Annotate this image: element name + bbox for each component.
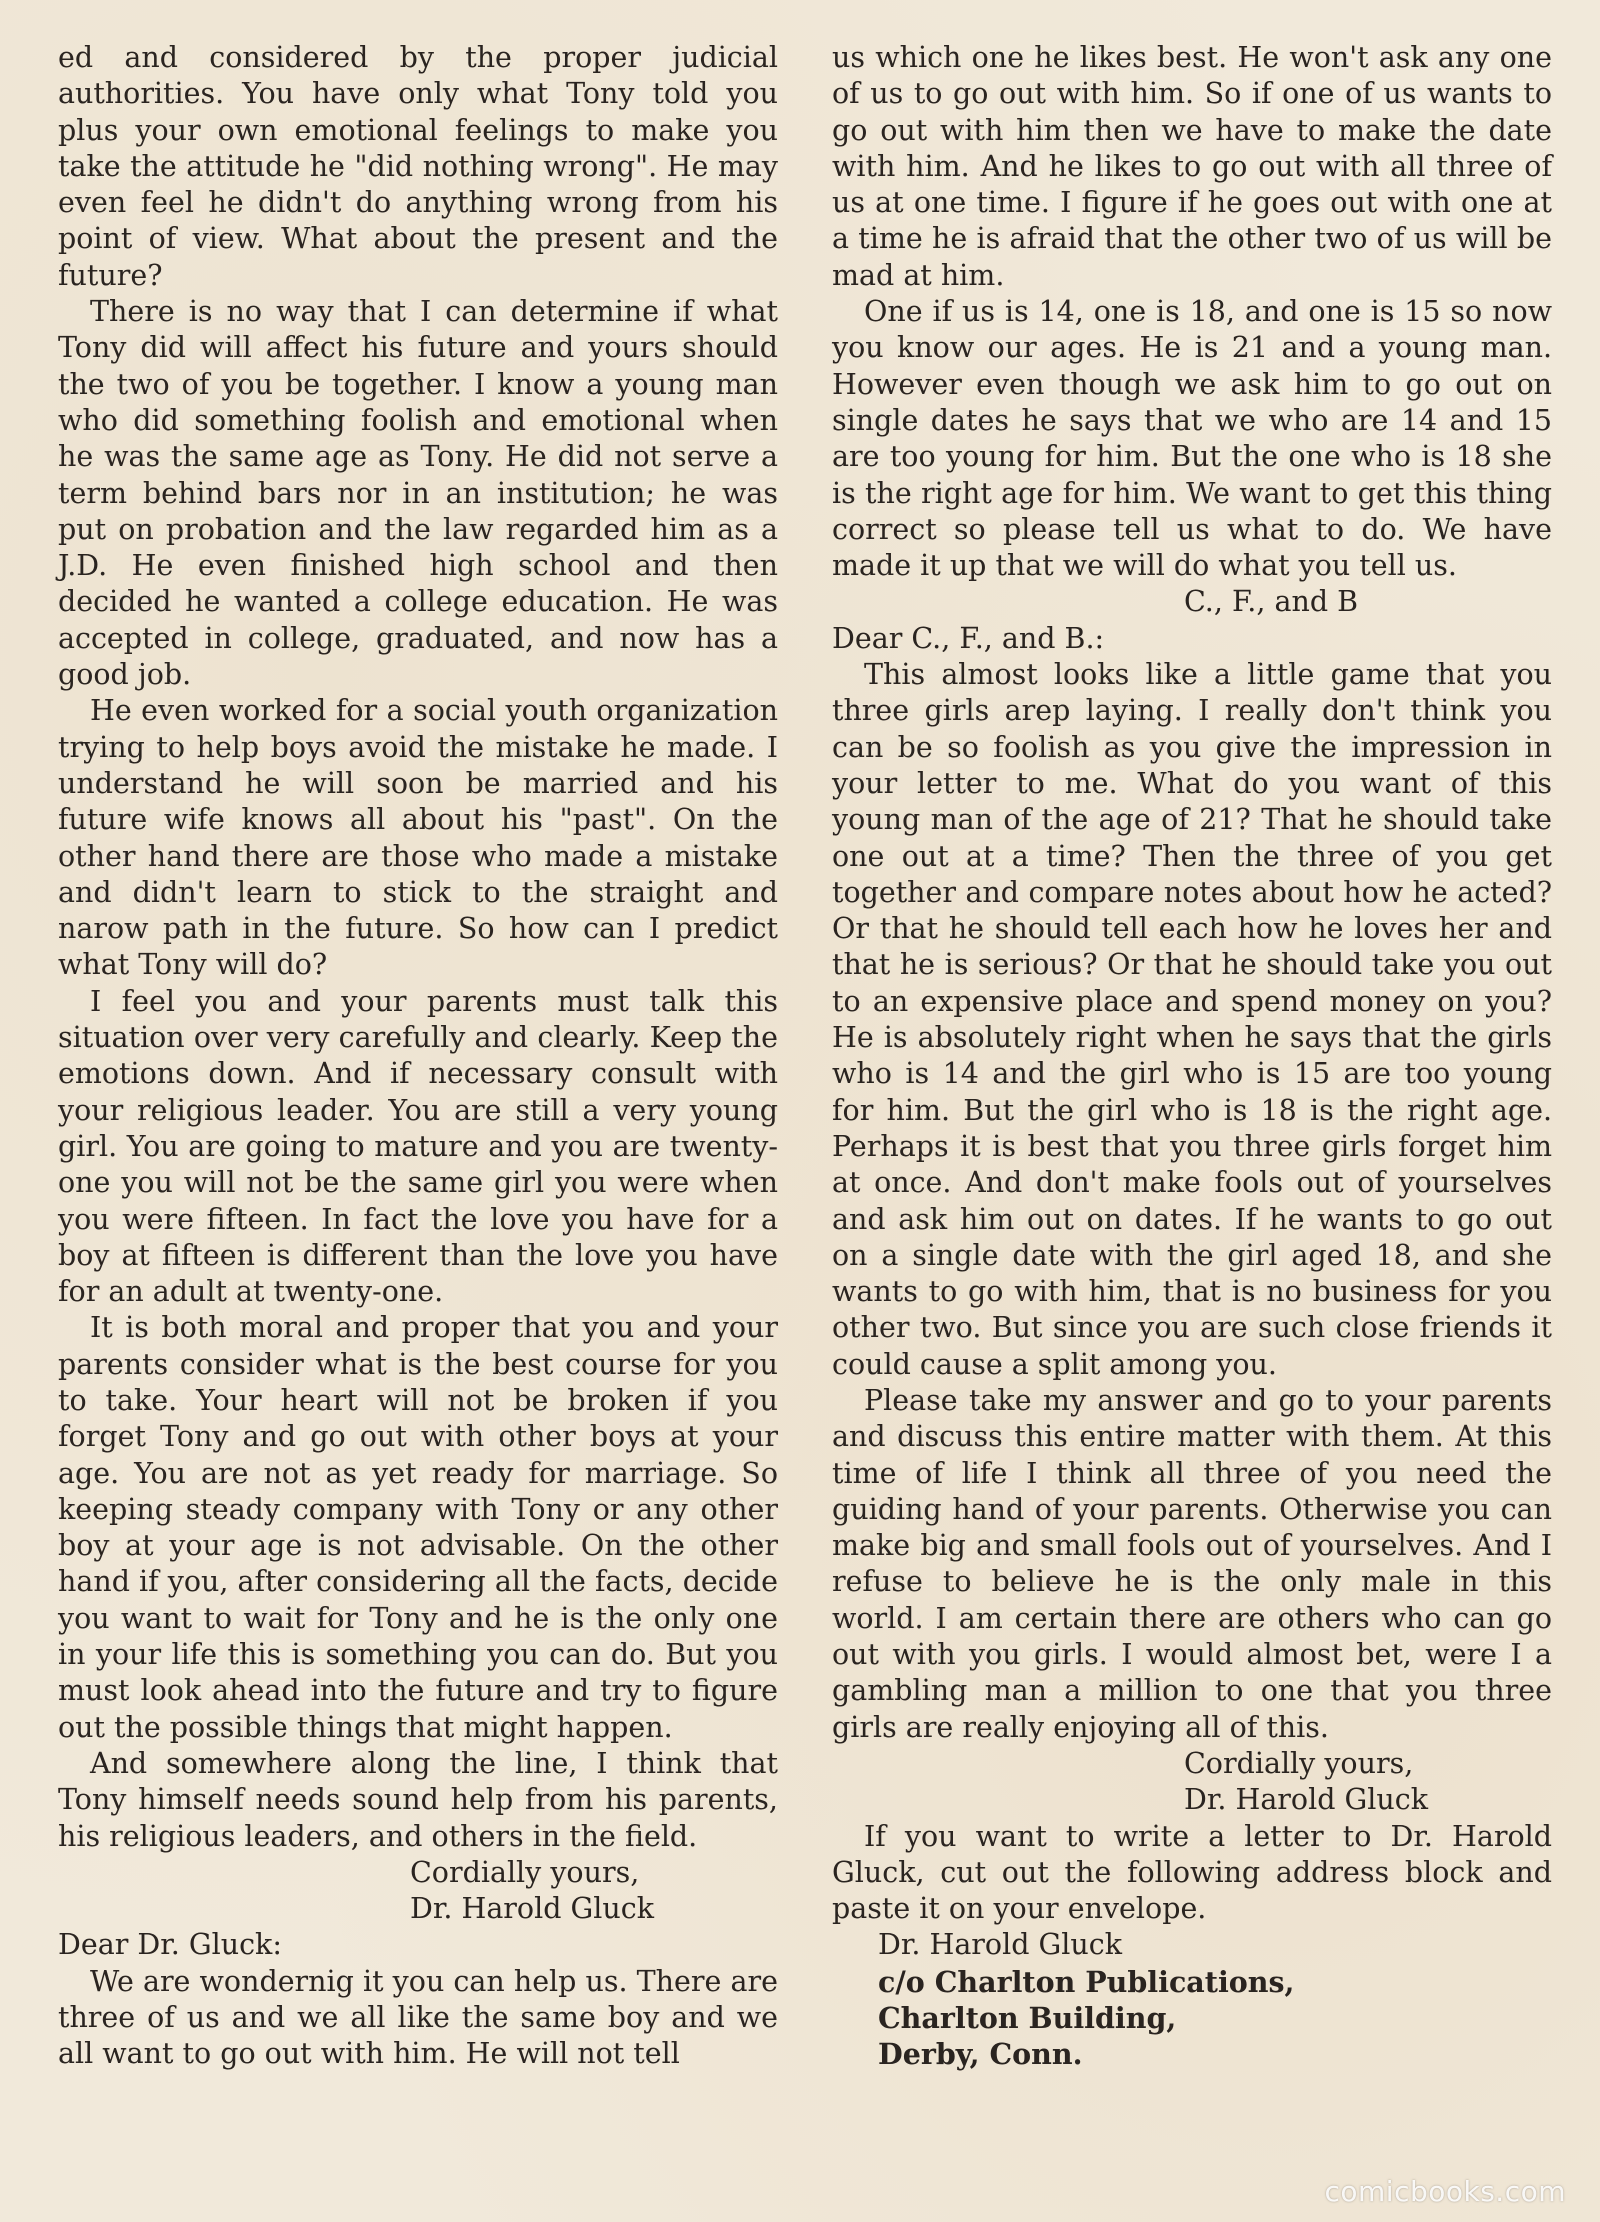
letter-paragraph: We are wondernig it you can help us. There are three of us and we all like the same boy and we all want to go out with him. He will not tell [58, 1964, 778, 2071]
address-line: Charlton Building, [878, 2001, 1177, 2036]
reply-paragraph: This almost looks like a little game that you three girls arep laying. I really don't think you can be so foolish as you give the impression in your letter to me. What do you want of this young man of the age of 21? That he should take one out at a time? Then the three of you get together and compare notes about how he acted? Or that he should tell each how he loves her and that he is serious? Or that he should take you out to an expensive place and spend money on you? He is absolutely right when he says that the girls who is 14 and the girl who is 15 are too young for him. But the girl who is 18 is the right age. Perhaps it is best that you three girls forget him at once. And don't make fools out of yourselves and ask him out on dates. If he wants to go out on a single date with the girl aged 18, and she wants to go with him, that is no business for you other two. But since you are such close friends it could cause a split among you. [832, 658, 1552, 1381]
address-line: c/o Charlton Publications, [878, 1964, 1295, 1999]
paragraph: ed and considered by the proper judicial authorities. You have only what Tony told you plus your own emotional feelings to make you take the attitude he "did nothing wrong". He may even feel he didn't do anything wrong from his point of view. What about the present and the future? [58, 41, 778, 292]
reply-salutation: Dear C., F., and B.: [832, 621, 1105, 655]
letter-salutation: Dear Dr. Gluck: [58, 1928, 282, 1962]
write-in-note: If you want to write a letter to Dr. Harold Gluck, cut out the following address block and paste it on your envelope. [832, 1819, 1552, 1926]
site-watermark: comicbooks.com [1324, 2175, 1566, 2208]
paragraph: He even worked for a social youth organization trying to help boys avoid the mistake he made. I understand he will soon be married and his future wife knows all about his "past". On the other hand there are those who made a mistake and didn't learn to stick to the straight and narow path in the future. So how can I predict what Tony will do? [58, 694, 778, 982]
paragraph: I feel you and your parents must talk this situation over very carefully and clearly. Keep the emotions down. And if necessary consult with your religious leader. You are still a very young girl. You are going to mature and you are twenty-one you will not be the same girl you were when you were fifteen. In fact the love you have for a boy at fifteen is different than the love you have for an adult at twenty-one. [58, 984, 778, 1309]
reply-paragraph: Please take my answer and go to your parents and discuss this entire matter with them. At this time of life I think all three of you need the guiding hand of your parents. Otherwise you can make big and small fools out of yourselves. And I refuse to believe he is the only male in this world. I am certain there are others who can go out with you girls. I would almost bet, were I a gambling man a million to one that you three girls are really enjoying all of this. [832, 1383, 1552, 1744]
letter-paragraph: One if us is 14, one is 18, and one is 15 so now you know our ages. He is 21 and a young man. However even though we ask him to go out on single dates he says that we who are 14 and 15 are too young for him. But the one who is 18 she is the right age for him. We want to get this thing correct so please tell us what to do. We have made it up that we will do what you tell us. [832, 295, 1552, 583]
paragraph: It is both moral and proper that you and your parents consider what is the best course for you to take. Your heart will not be broken if you forget Tony and go out with other boys at your age. You are not as yet ready for marriage. So keeping steady company with Tony or any other boy at your age is not advisable. On the other hand if you, after considering all the facts, decide you want to wait for Tony and he is the only one in your life this is something you can do. But you must look ahead into the future and try to figure out the possible things that might happen. [58, 1311, 778, 1744]
signoff-name: Dr. Harold Gluck [1184, 1783, 1428, 1817]
paragraph: There is no way that I can determine if what Tony did will affect his future and yours should the two of you be together. I know a young man who did something foolish and emotional when he was the same age as Tony. He did not serve a term behind bars nor in an institution; he was put on probation and the law regarded him as a J.D. He even finished high school and then decided he wanted a college education. He was accepted in college, graduated, and now has a good job. [58, 295, 778, 692]
letter-signature: C., F., and B [1184, 585, 1359, 619]
signoff-closing: Cordially yours, [1184, 1746, 1414, 1780]
signoff-closing: Cordially yours, [410, 1855, 640, 1889]
left-column [58, 40, 778, 2073]
right-column [832, 40, 1552, 2073]
letter-paragraph: us which one he likes best. He won't ask any one of us to go out with him. So if one of us wants to go out with him then we have to make the date with him. And he likes to go out with all three of us at one time. I figure if he goes out with one at a time he is afraid that the other two of us will be mad at him. [832, 41, 1552, 292]
signoff-name: Dr. Harold Gluck [410, 1892, 654, 1926]
address-line: Dr. Harold Gluck [878, 1928, 1122, 1962]
paragraph: And somewhere along the line, I think that Tony himself needs sound help from his parents, his religious leaders, and others in the field. [58, 1746, 778, 1853]
address-line: Derby, Conn. [878, 2037, 1083, 2072]
